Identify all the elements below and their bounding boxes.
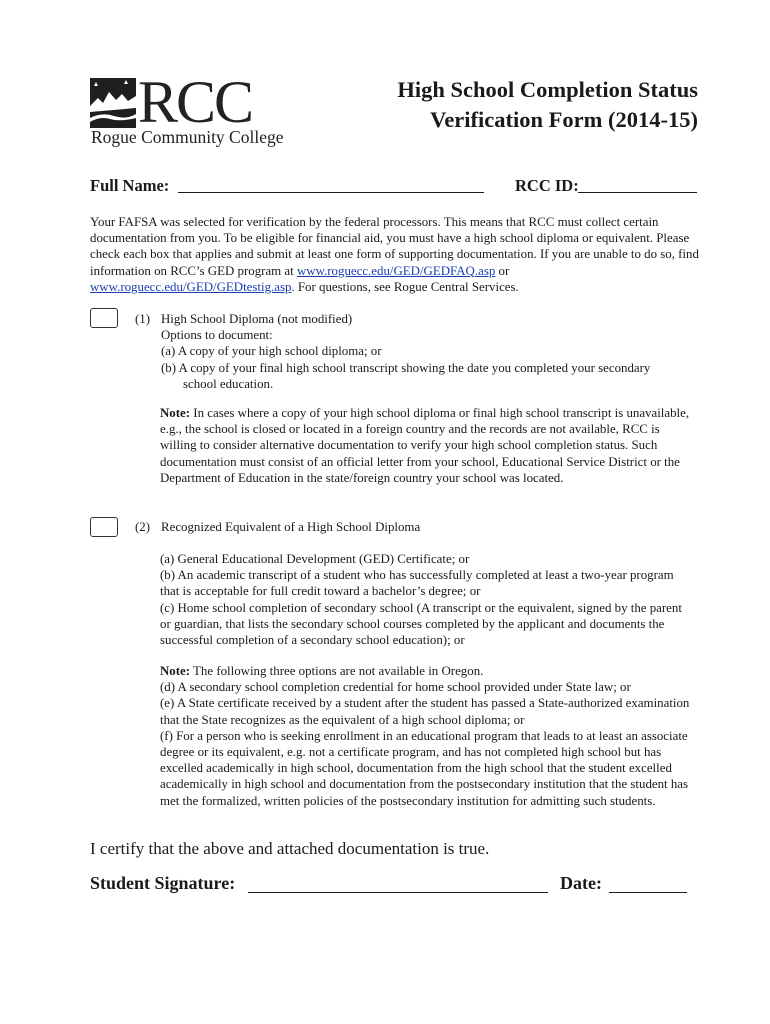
form-title-line2: Verification Form (2014-15) — [430, 107, 698, 132]
equivalent-checkbox[interactable] — [90, 517, 118, 537]
section2-option-f: (f) For a person who is seeking enrollment in an educational program that leads to at least an associate degree or its equivalent, e.g. not a certificate program, and has not completed high school but has excelled academically in high school, documentation from the high school that the student excelled academically in high school and documentation from the postsecondary institution that the student has met the formalized, written policies of the postsecondary institution for admitting such students. — [160, 728, 689, 808]
section1-note-label: Note: — [160, 406, 191, 420]
certification-statement: I certify that the above and attached documentation is true. — [90, 839, 490, 858]
section2-option-b: (b) An academic transcript of a student who has successfully completed at least a two-year program that is acceptable for full credit toward a bachelor’s degree; or — [160, 568, 674, 599]
section1-option-b-cont: school education. — [183, 376, 274, 391]
section1-heading: High School Diploma (not modified) — [161, 312, 353, 326]
section2-heading: Recognized Equivalent of a High School Diploma — [161, 520, 421, 534]
full-name-field[interactable] — [178, 192, 484, 193]
date-field[interactable] — [609, 892, 687, 893]
ged-faq-link[interactable]: www.roguecc.edu/GED/GEDFAQ.asp — [296, 263, 496, 278]
section2-note-label: Note: — [160, 664, 191, 678]
section1-option-b: (b) A copy of your final high school transcript showing the date you completed your secondary — [161, 360, 651, 375]
section2-option-c: (c) Home school completion of secondary school (A transcript or the equivalent, signed by the parent or guardian, that lists the secondary school courses completed by the applicant and documents the successful completion of a secondary school education); or — [160, 600, 682, 648]
rcc-id-field[interactable] — [578, 192, 697, 193]
section2-option-a: (a) General Educational Development (GED) Certificate; or — [160, 552, 470, 566]
section-equivalent — [135, 519, 695, 535]
form-title — [397, 75, 698, 135]
date-label: Date: — [560, 873, 602, 893]
intro-paragraph — [90, 214, 702, 295]
section2-option-d: (d) A secondary school completion credential for home school provided under State law; or — [160, 680, 631, 695]
form-title-line1: High School Completion Status — [397, 77, 698, 102]
mountain-logo-icon — [90, 78, 136, 128]
college-name: Rogue Community College — [91, 127, 284, 147]
student-signature-field[interactable] — [248, 892, 548, 893]
section2-note-text: The following three options are not available in Oregon. — [190, 664, 484, 678]
logo-text: RCC — [138, 69, 253, 135]
section1-options-label: Options to document: — [161, 328, 273, 343]
section2-note-block — [160, 663, 695, 809]
full-name-label: Full Name: — [90, 176, 170, 195]
section2-option-e: (e) A State certificate received by a student after the student has passed a State-authorized examination that the State recognizes as the equivalent of a high school diploma; or — [160, 696, 690, 727]
section1-note-text: In cases where a copy of your high school diploma or final high school transcript is unavailable, e.g., the school is closed or located in a foreign country and the records are not available, RCC is willing to consider alternative documentation to verify your high school completion status. Such documentation must consist of an official letter from your school, Educational Service District or the Department of Education in the state/foreign country your school was located. — [160, 406, 690, 485]
student-signature-label: Student Signature: — [90, 873, 236, 893]
intro-text: Your FAFSA was selected for verification by the federal processors. This means that RCC must collect certain documentation from you. To be eligible for financial aid, you must have a high school diploma or equivalent. Please check each box that applies and submit at least one form of supporting documentation. If you are unable to do so, find information on RCC’s GED program at — [90, 215, 699, 278]
ged-testing-link[interactable]: www.roguecc.edu/GED/GEDtestig.asp — [90, 279, 292, 294]
intro-text-or: or — [495, 263, 510, 278]
section1-option-a: (a) A copy of your high school diploma; or — [161, 344, 382, 359]
section2-options — [160, 551, 695, 648]
signature-row — [90, 873, 690, 899]
section-diploma — [135, 311, 700, 392]
section2-number: (2) — [135, 520, 151, 534]
identity-fields — [90, 176, 698, 198]
section1-number: (1) — [135, 312, 151, 326]
rcc-id-label: RCC ID: — [515, 176, 579, 195]
rcc-logo — [90, 69, 284, 152]
section1-note — [160, 405, 690, 486]
diploma-checkbox[interactable] — [90, 308, 118, 328]
intro-text-end: . For questions, see Rogue Central Services. — [291, 279, 519, 294]
